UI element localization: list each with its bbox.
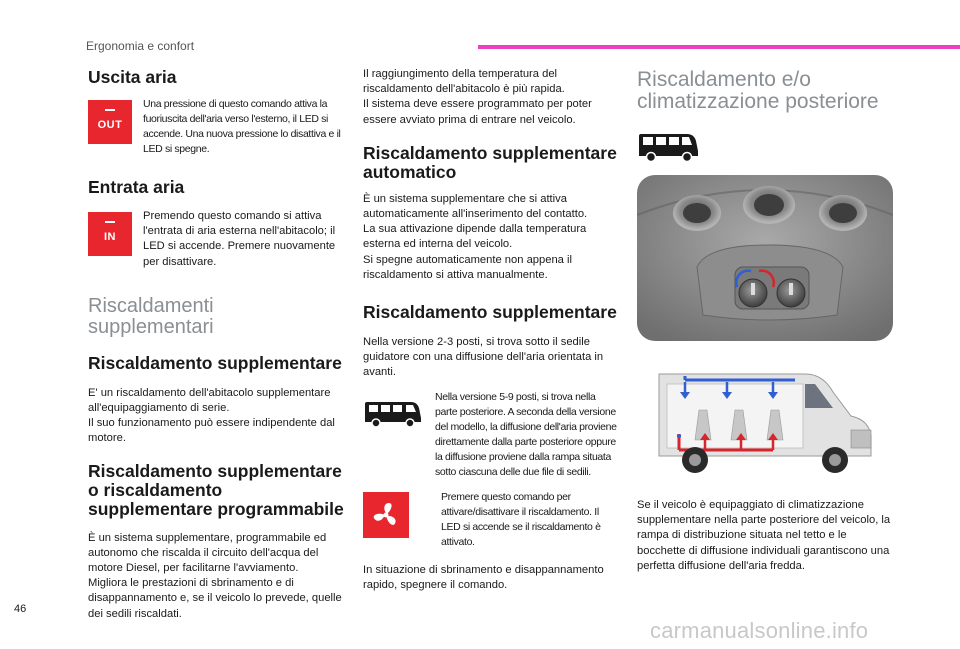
prog-text-1: È un sistema supplementare, programmabile ed autonomo che riscalda il circuito dell'acqua del motore Diesel, per facilitarne l'avviamento. — [88, 531, 327, 575]
auto-text-3: Si spegne automaticamente non appena il riscaldamento si attiva manualmente. — [363, 253, 572, 281]
supp2-text: Nella versione 2-3 posti, si trova sotto il sedile guidatore con una diffusione dell'aria orientata in avanti. — [363, 336, 604, 379]
column-left — [88, 60, 344, 622]
minibus-icon-large — [637, 130, 893, 167]
page-number: 46 — [14, 603, 27, 615]
rear-climate-title: Riscaldamento e/o climatizzazione posteriore — [637, 68, 879, 113]
supp-text-1: E' un riscaldamento dell'abitacolo supplementare all'equipaggiamento di serie. — [88, 386, 331, 415]
programmabile-title: Riscaldamento supplementare o riscaldamento supplementare programmabile — [88, 460, 344, 519]
auto-text-1: È un sistema supplementare che si attiva automaticamente all'inserimento del contatto. — [363, 192, 588, 221]
fan-button-text: Premere questo comando per attivare/disattivare il riscaldamento. Il LED si accende se il riscaldamento è attivato. — [441, 490, 601, 548]
uscita-aria-text: Una pressione di questo comando attiva la fuoriuscita dell'aria verso l'esterno, il LED si accende. Una nuova pressione lo disattiva e il LED si spegne. — [143, 98, 341, 155]
auto-text-2: La sua attivazione dipende dalla temperatura esterna ed interna del veicolo. — [363, 223, 587, 251]
watermark: carmanualsonline.info — [650, 618, 869, 643]
minibus-icon — [363, 398, 425, 433]
header-accent-bar — [478, 45, 960, 49]
supp-text-2: Il suo funzionamento può essere indipendente dal motore. — [88, 417, 335, 445]
prog-text-2: Migliora le prestazioni di sbrinamento e di disappannamento e, se il veicolo lo prevede, quelle dei sedili riscaldati. — [88, 577, 342, 620]
out-button-icon: OUT — [88, 100, 132, 144]
entrata-aria-title: Entrata aria — [88, 177, 185, 197]
intro-text-2: Il sistema deve essere programmato per poter essere avviato prima di entrare nel veicolo. — [363, 98, 592, 126]
fan-button-icon — [363, 492, 409, 538]
uscita-aria-title: Uscita aria — [88, 67, 177, 87]
defrost-text: In situazione di sbrinamento e disappannamento rapido, spegnere il comando. — [363, 563, 604, 591]
intro-text-1: Il raggiungimento della temperatura del riscaldamento dell'abitacolo è più rapida. — [363, 68, 565, 96]
in-button-icon: IN — [88, 212, 132, 256]
section-header: Ergonomia e confort — [86, 39, 195, 53]
rear-control-panel-photo — [637, 175, 893, 346]
rear-climate-text: Se il veicolo è equipaggiato di climatizzazione supplementare nella parte posteriore del veicolo, la rampa di distribuzione situata nel tetto e le bocchette di diffusione individuali garantiscono una perfetta diffusione dell'aria fredda. — [637, 499, 891, 572]
riscaldamento-supplementare-title: Riscaldamento supplementare — [88, 352, 342, 373]
column-middle — [363, 60, 619, 593]
van-version-text: Nella versione 5-9 posti, si trova nella parte posteriore. A seconda della versione del modello, la diffusione dell'aria proviene direttamente dalla parte posteriore oppure la diffusione proviene dalla rampa situata sotto ciascuna delle due file di sedili. — [435, 390, 617, 478]
entrata-aria-text: Premendo questo comando si attiva l'entrata di aria esterna nell'abitacolo; il LED si accende. Premere nuovamente per disattivare. — [143, 210, 336, 268]
automatico-title: Riscaldamento supplementare automatico — [363, 142, 617, 182]
column-right — [637, 60, 893, 574]
riscaldamenti-supplementari-title: Riscaldamenti supplementari — [88, 294, 214, 338]
van-airflow-diagram — [655, 370, 893, 483]
supplementare-title-2: Riscaldamento supplementare — [363, 302, 617, 323]
